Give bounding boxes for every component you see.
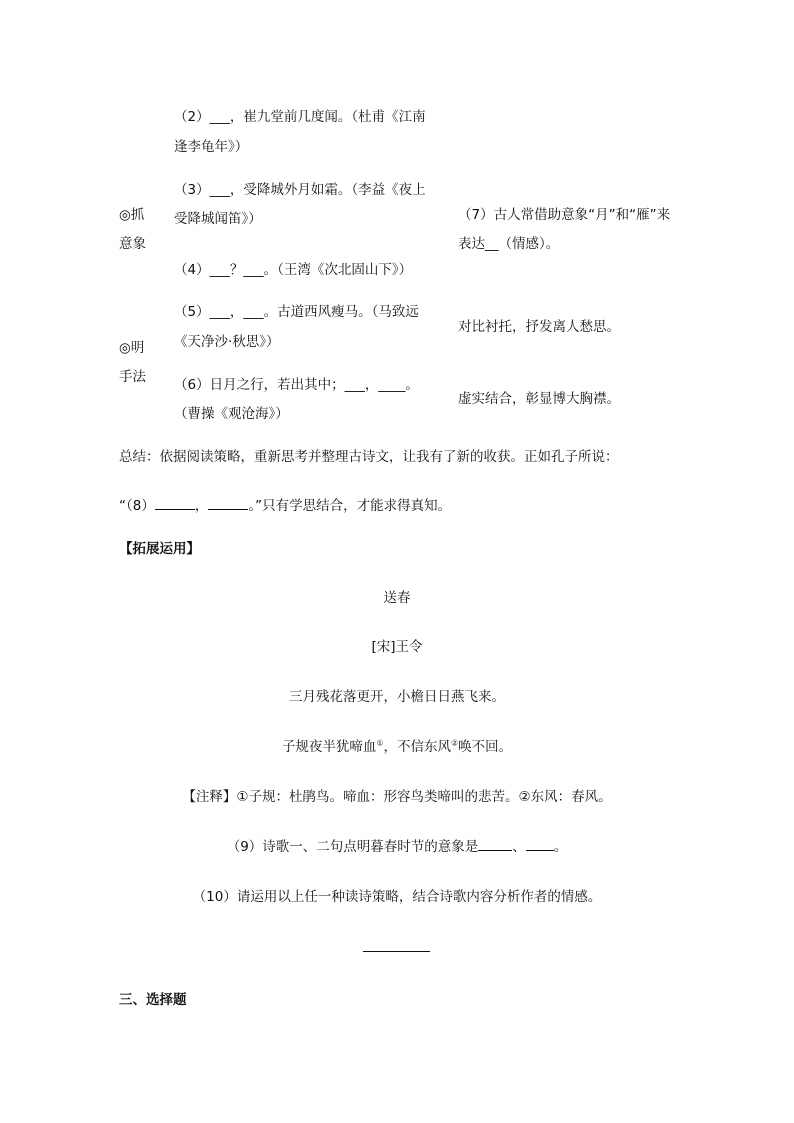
row-3-line-2: 受降城闻笛》） <box>174 211 262 227</box>
question-9 <box>0 838 794 856</box>
poem-line-2-part-2: ，不信东风 <box>383 739 451 755</box>
question-9-mid: 、 <box>512 839 526 855</box>
row-2-line-2: 逢李龟年》） <box>174 139 249 155</box>
virtual-real-technique: 虚实结合，彰显博大胸襟。 <box>458 391 620 407</box>
poem-title: 送春 <box>383 590 411 606</box>
poem-line-2 <box>0 738 794 756</box>
row-7-line-1: （7）古人常借助意象“月”和“雁”来 <box>458 207 671 223</box>
label-grasp-imagery-2: 意象 <box>119 236 146 252</box>
summary-sep: ， <box>194 498 209 514</box>
summary-suffix: 。”只有学思结合，才能求得真知。 <box>248 498 452 514</box>
row-6-line-2: （曹操《观沧海》） <box>174 406 289 422</box>
section-expand-heading: 【拓展运用】 <box>119 541 200 557</box>
summary-line-1: 总结：依据阅读策略，重新思考并整理古诗文，让我有了新的收获。正如孔子所说： <box>119 449 619 465</box>
poem-line-2-part-3: 唤不回。 <box>458 739 513 755</box>
row-5-line-2: 《天净沙·秋思》） <box>174 334 280 350</box>
summary-prefix: “（8） <box>119 498 155 514</box>
note-mark-2: ② <box>451 738 459 748</box>
section-three-heading: 三、选择题 <box>119 992 187 1008</box>
blank-8a <box>155 497 195 510</box>
label-grasp-imagery-1: ◎抓 <box>119 207 145 223</box>
row-2-line-1: （2）___，崔九堂前几度闻。（杜甫《江南 <box>174 109 426 125</box>
poem-line-1: 三月残花落更开，小檐日日燕飞来。 <box>289 689 505 705</box>
note-mark-1: ① <box>376 738 384 748</box>
row-7-line-2: 表达__（情感）。 <box>458 236 560 252</box>
label-clarify-technique-2: 手法 <box>119 369 146 385</box>
row-5-line-1: （5）___，___。古道西风瘦马。（马致远 <box>174 304 419 320</box>
question-9-suffix: 。 <box>553 839 568 855</box>
contrast-technique: 对比衬托，抒发离人愁思。 <box>458 319 620 335</box>
row-3-line-1: （3）___，受降城外月如霜。（李益《夜上 <box>174 182 426 198</box>
blank-9a <box>478 838 512 851</box>
question-10: （10）请运用以上任一种读诗策略，结合诗歌内容分析作者的情感。 <box>192 889 602 905</box>
answer-line <box>363 951 430 952</box>
blank-8b <box>208 497 248 510</box>
poem-line-2-part-1: 子规夜半犹啼血 <box>281 739 377 755</box>
poem-notes: 【注释】①子规：杜鹃鸟。啼血：形容鸟类啼叫的悲苦。②东风：春风。 <box>182 789 612 805</box>
blank-9b <box>526 838 554 851</box>
poem-author: [宋]王令 <box>371 639 423 655</box>
row-6-line-1: （6）日月之行，若出其中；___，____。 <box>174 377 419 393</box>
question-9-prefix: （9）诗歌一、二句点明暮春时节的意象是 <box>226 839 479 855</box>
label-clarify-technique-1: ◎明 <box>119 340 145 356</box>
summary-line-2 <box>119 497 451 515</box>
row-4-line-1: （4）___？___。（王湾《次北固山下》） <box>174 262 413 278</box>
